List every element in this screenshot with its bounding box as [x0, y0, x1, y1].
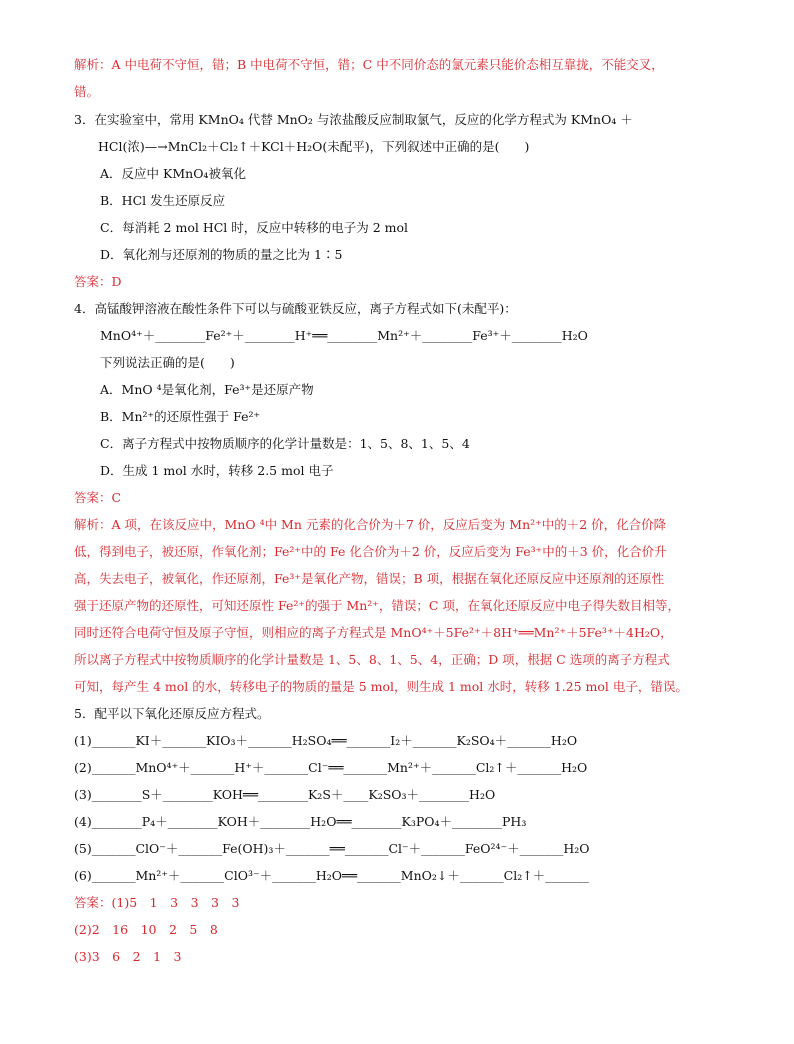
analysis-q4-line3: 高，失去电子，被氧化，作还原剂，Fe³⁺是氧化产物，错误；B 项，根据在氧化还原反应中还原剂的还原性 — [74, 571, 665, 586]
answer-q3: 答案：D — [74, 274, 122, 289]
analysis-q4-line4: 强于还原产物的还原性，可知还原性 Fe²⁺的强于 Mn²⁺，错误；C 项，在氧化还原反应中电子得失数目相等， — [74, 598, 680, 613]
question-5-stem: 5．配平以下氧化还原反应方程式。 — [74, 706, 270, 721]
question-3-option-b: B．HCl 发生还原反应 — [100, 193, 226, 208]
answer-q5-part3: (3)3 6 2 1 3 — [74, 949, 182, 964]
question-5-item-6: (6)_______Mn²⁺＋_______ClO³⁻＋_______H₂O══_______MnO₂↓＋_______Cl₂↑＋_______ — [74, 868, 589, 883]
answer-q4: 答案：C — [74, 490, 122, 505]
question-5-item-4: (4)________P₄＋________KOH＋________H₂O══________K₃PO₄＋________PH₃ — [74, 814, 527, 829]
question-3-stem-line1: 3．在实验室中，常用 KMnO₄ 代替 MnO₂ 与浓盐酸反应制取氯气，反应的化学方程式为 KMnO₄ ＋ — [74, 112, 633, 127]
analysis-q4-line7: 可知，每产生 4 mol 的水，转移电子的物质的量是 5 mol，则生成 1 mol 水时，转移 1.25 mol 电子，错误。 — [74, 679, 688, 694]
question-5-item-2: (2)_______MnO⁴⁺＋_______H⁺＋_______Cl⁻══_______Mn²⁺＋_______Cl₂↑＋_______H₂O — [74, 760, 588, 775]
analysis-q4-line6: 所以离子方程式中按物质顺序的化学计量数是 1、5、8、1、5、4，正确；D 项，根据 C 选项的离子方程式 — [74, 652, 670, 667]
question-5-item-1: (1)_______KI＋_______KIO₃＋_______H₂SO₄══_______I₂＋_______K₂SO₄＋_______H₂O — [74, 733, 578, 748]
question-5-item-3: (3)________S＋________KOH══________K₂S＋____K₂SO₃＋________H₂O — [74, 787, 496, 802]
answer-q5-part2: (2)2 16 10 2 5 8 — [74, 922, 218, 937]
question-4-equation: MnO⁴⁺＋________Fe²⁺＋________H⁺══________Mn²⁺＋________Fe³⁺＋________H₂O — [100, 328, 588, 343]
question-4-option-b: B．Mn²⁺的还原性强于 Fe²⁺ — [100, 409, 261, 424]
question-4-option-d: D．生成 1 mol 水时，转移 2.5 mol 电子 — [100, 463, 334, 478]
question-4-prompt: 下列说法正确的是( ) — [100, 355, 235, 370]
question-3-option-c: C．每消耗 2 mol HCl 时，反应中转移的电子为 2 mol — [100, 220, 409, 235]
analysis-q4-line5: 同时还符合电荷守恒及原子守恒，则相应的离子方程式是 MnO⁴⁺＋5Fe²⁺＋8H⁺══Mn²⁺＋5Fe³⁺＋4H₂O， — [74, 625, 673, 640]
analysis-q4-line2: 低，得到电子，被还原，作氧化剂；Fe²⁺中的 Fe 化合价为＋2 价，反应后变为 Fe³⁺中的＋3 价，化合价升 — [74, 544, 667, 559]
analysis-q4-line1: 解析：A 项，在该反应中，MnO ⁴中 Mn 元素的化合价为＋7 价，反应后变为 Mn²⁺中的＋2 价，化合价降 — [74, 517, 667, 532]
question-4-option-c: C．离子方程式中按物质顺序的化学计量数是：1、5、8、1、5、4 — [100, 436, 470, 451]
question-3-stem-line2: HCl(浓)—→MnCl₂＋Cl₂↑＋KCl＋H₂O(未配平)，下列叙述中正确的是( ) — [98, 139, 530, 154]
analysis-q2-line2: 错。 — [74, 84, 100, 99]
answer-q5-part1: 答案：(1)5 1 3 3 3 3 — [74, 895, 240, 910]
question-3-option-d: D．氧化剂与还原剂的物质的量之比为 1∶5 — [100, 247, 343, 262]
question-4-stem: 4．高锰酸钾溶液在酸性条件下可以与硫酸亚铁反应，离子方程式如下(未配平)： — [74, 301, 517, 316]
question-4-option-a: A．MnO ⁴是氧化剂，Fe³⁺是还原产物 — [100, 382, 314, 397]
question-3-option-a: A．反应中 KMnO₄被氧化 — [100, 166, 246, 181]
analysis-q2-line1: 解析：A 中电荷不守恒，错；B 中电荷不守恒，错；C 中不同价态的氯元素只能价态相互靠拢，不能交叉， — [74, 57, 664, 72]
question-5-item-5: (5)_______ClO⁻＋_______Fe(OH)₃＋_______══_______Cl⁻＋_______FeO²⁴⁻＋_______H₂O — [74, 841, 590, 856]
